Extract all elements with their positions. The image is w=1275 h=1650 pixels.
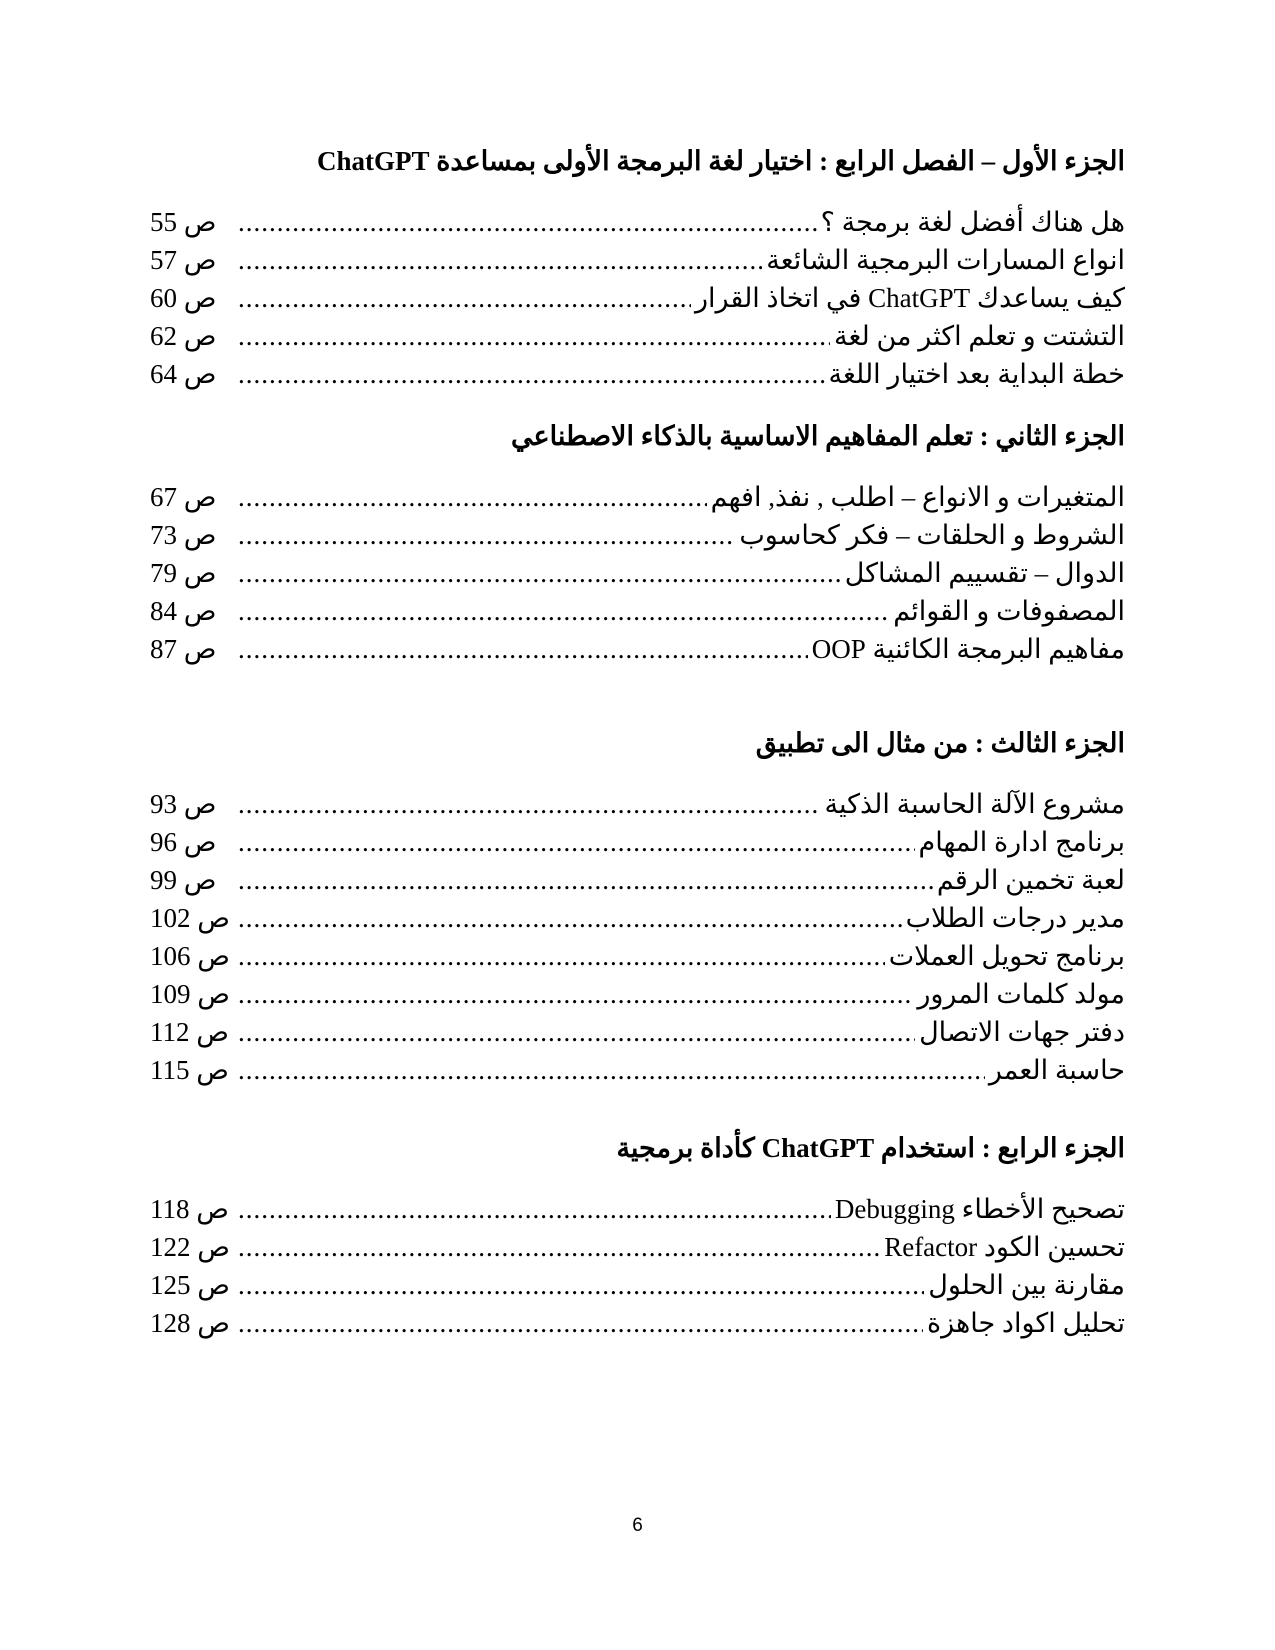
section-heading: الجزء الثاني : تعلم المفاهيم الاساسية بالذكاء الاصطناعي [510,421,1125,451]
entry-page: ص 62 [150,321,217,351]
toc-entry[interactable] [150,823,1125,861]
entry-title: التشتت و تعلم اكثر من لغة [833,321,1125,351]
toc-entry[interactable] [150,355,1125,393]
entry-title: خطة البداية بعد اختيار اللغة [828,359,1125,389]
entry-page: ص 112 [150,1017,229,1047]
toc-entry[interactable] [150,785,1125,823]
page-number: 6 [632,1515,643,1536]
toc-entry[interactable] [150,630,1125,668]
toc-entry[interactable] [150,975,1125,1013]
dot-leader [238,279,691,317]
entry-page: ص 125 [150,1270,230,1300]
entry-title: مقارنة بين الحلول [928,1270,1125,1300]
section-entries [150,1190,1125,1342]
entry-page: ص 99 [150,865,217,895]
entry-page: ص 128 [150,1308,230,1338]
section-entries [150,785,1125,1089]
entry-title: مفاهيم البرمجة الكائنية OOP [811,634,1125,664]
entry-page: ص 60 [150,283,217,313]
dot-leader [238,1266,924,1304]
entry-title: برنامج ادارة المهام [918,827,1125,857]
entry-page: ص 67 [150,482,217,512]
dot-leader [238,937,885,975]
entry-page: ص 106 [150,941,230,971]
entry-title: لعبة تخمين الرقم [936,865,1125,895]
toc-entry[interactable] [150,1190,1125,1228]
toc-entry[interactable] [150,1228,1125,1266]
toc-entry[interactable] [150,1013,1125,1051]
entry-title: دفتر جهات الاتصال [919,1017,1125,1047]
dot-leader [238,785,821,823]
entry-title: مدير درجات الطلاب [905,903,1125,933]
entry-page: ص 102 [150,903,230,933]
entry-title: تحسين الكود Refactor [884,1232,1125,1262]
dot-leader [238,1304,923,1342]
entry-page: ص 115 [150,1055,229,1085]
dot-leader [238,516,735,554]
toc-entry[interactable] [150,937,1125,975]
entry-page: ص 79 [150,558,217,588]
section-entries [150,203,1125,393]
entry-title: برنامج تحويل العملات [888,941,1125,971]
section-entries [150,478,1125,668]
dot-leader [238,203,817,241]
entry-title: تحليل اكواد جاهزة [926,1308,1125,1338]
entry-page: ص 57 [150,245,217,275]
toc-entry[interactable] [150,1051,1125,1089]
entry-title: هل هناك أفضل لغة برمجة ؟ [820,207,1125,237]
entry-page: ص 109 [150,979,230,1009]
entry-title: تصحيح الأخطاء Debugging [834,1194,1125,1224]
dot-leader [238,861,933,899]
entry-page: ص 64 [150,359,217,389]
toc-entry[interactable] [150,861,1125,899]
toc-entry[interactable] [150,592,1125,630]
entry-title: المصفوفات و القوائم [893,596,1125,626]
dot-leader [238,1013,915,1051]
dot-leader [238,592,889,630]
dot-leader [238,823,915,861]
entry-page: ص 73 [150,520,217,550]
dot-leader [238,899,902,937]
entry-title: انواع المسارات البرمجية الشائعة [766,245,1125,275]
dot-leader [238,975,913,1013]
toc-section-1 [150,143,1125,393]
entry-page: ص 96 [150,827,217,857]
toc-entry[interactable] [150,203,1125,241]
entry-title: مولد كلمات المرور [917,979,1125,1009]
toc-entry[interactable] [150,554,1125,592]
dot-leader [238,317,830,355]
entry-title: مشروع الآلة الحاسبة الذكية [824,789,1125,819]
toc-entry[interactable] [150,516,1125,554]
entry-page: ص 55 [150,207,217,237]
entry-title: كيف يساعدك ChatGPT في اتخاذ القرار [694,283,1125,313]
toc-entry[interactable] [150,241,1125,279]
toc-entry[interactable] [150,478,1125,516]
entry-title: المتغيرات و الانواع – اطلب , نفذ, افهم [710,482,1125,512]
dot-leader [238,1051,985,1089]
entry-title: الشروط و الحلقات – فكر كحاسوب [739,520,1125,550]
toc-entry[interactable] [150,1304,1125,1342]
dot-leader [238,554,841,592]
dot-leader [238,1190,831,1228]
toc-section-2 [150,418,1125,668]
dot-leader [238,630,808,668]
entry-page: ص 93 [150,789,217,819]
section-heading: الجزء الأول – الفصل الرابع : اختيار لغة البرمجة الأولى بمساعدة ChatGPT [317,146,1125,176]
entry-page: ص 118 [150,1194,229,1224]
toc-entry[interactable] [150,317,1125,355]
section-heading: الجزء الثالث : من مثال الى تطبيق [755,728,1125,758]
entry-page: ص 87 [150,634,217,664]
dot-leader [238,355,825,393]
entry-title: حاسبة العمر [988,1055,1125,1085]
entry-page: ص 84 [150,596,217,626]
dot-leader [238,1228,880,1266]
toc-entry[interactable] [150,1266,1125,1304]
toc-entry[interactable] [150,279,1125,317]
entry-page: ص 122 [150,1232,230,1262]
dot-leader [238,478,707,516]
toc-section-3 [150,725,1125,1089]
entry-title: الدوال – تقسييم المشاكل [844,558,1125,588]
section-heading: الجزء الرابع : استخدام ChatGPT كأداة برمجية [616,1133,1125,1163]
toc-section-4 [150,1130,1125,1342]
dot-leader [238,241,762,279]
toc-entry[interactable] [150,899,1125,937]
